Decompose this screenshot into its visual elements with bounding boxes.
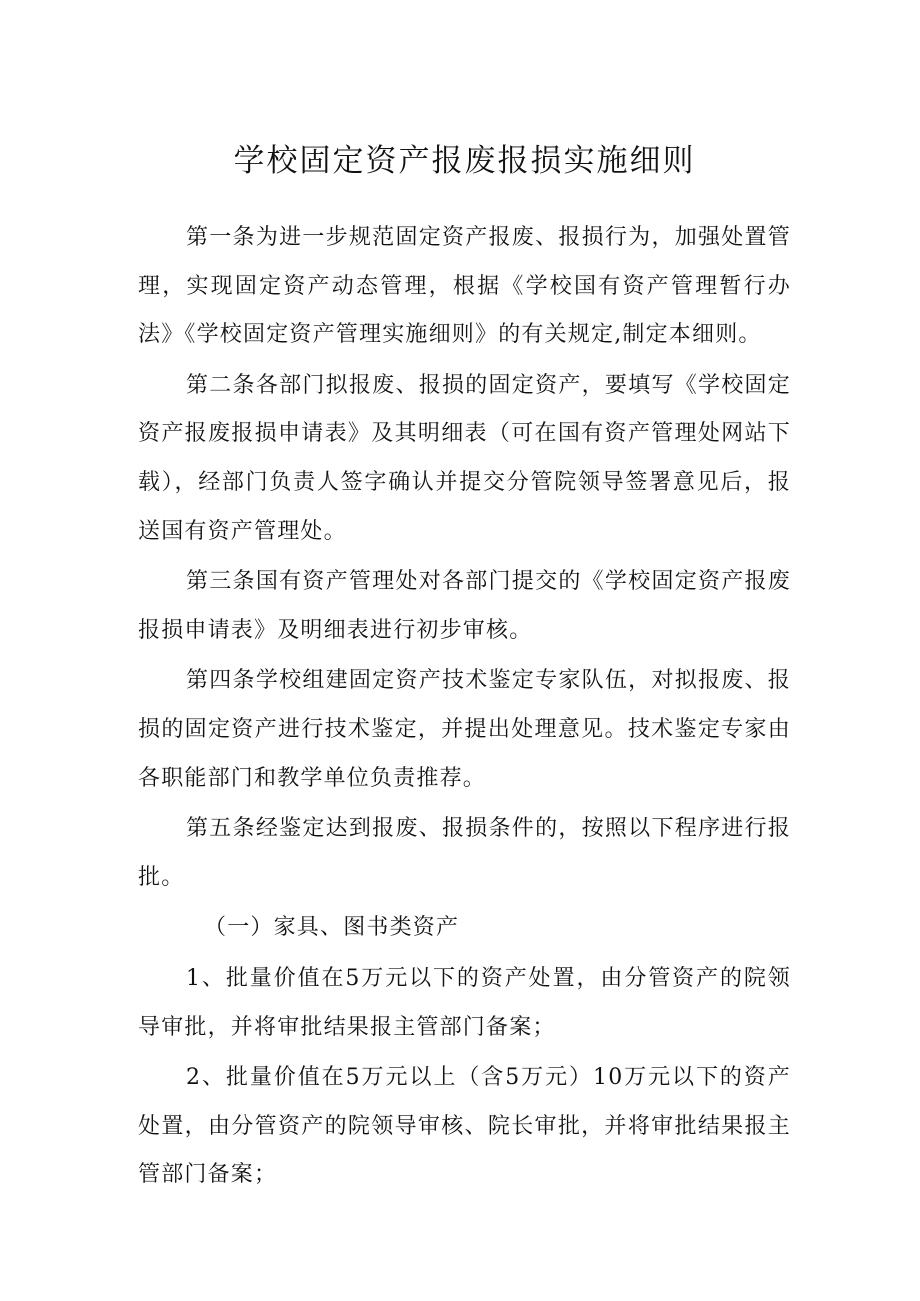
document-body — [138, 214, 791, 1202]
clause-2-paragraph: 2、批量价值在5万元以上（含5万元）10万元以下的资产处置，由分管资产的院领导审核、院长审批，并将审批结果报主管部门备案； — [138, 1065, 791, 1188]
article-4-paragraph: 第四条学校组建固定资产技术鉴定专家队伍，对拟报废、报损的固定资产进行技术鉴定，并提出处理意见。技术鉴定专家由各职能部门和教学单位负责推荐。 — [138, 668, 791, 791]
clause-1-paragraph: 1、批量价值在5万元以下的资产处置，由分管资产的院领导审批，并将审批结果报主管部门备案； — [138, 965, 791, 1040]
article-3-paragraph: 第三条国有资产管理处对各部门提交的《学校固定资产报废报损申请表》及明细表进行初步审核。 — [138, 569, 791, 643]
article-2-paragraph: 第二条各部门拟报废、报损的固定资产，要填写《学校固定资产报废报损申请表》及其明细表（可在国有资产管理处网站下载），经部门负责人签字确认并提交分管院领导签署意见后，报送国有资产管理处。 — [138, 372, 791, 544]
article-1-paragraph: 第一条为进一步规范固定资产报废、报损行为，加强处置管理，实现固定资产动态管理，根据《学校国有资产管理暂行办法》《学校固定资产管理实施细则》的有关规定,制定本细则。 — [138, 225, 791, 348]
article-5-paragraph: 第五条经鉴定达到报废、报损条件的，按照以下程序进行报批。 — [138, 816, 791, 890]
document-title: 学校固定资产报废报损实施细则 — [233, 143, 696, 179]
subsection-heading: （一）家具、图书类资产 — [204, 915, 460, 941]
